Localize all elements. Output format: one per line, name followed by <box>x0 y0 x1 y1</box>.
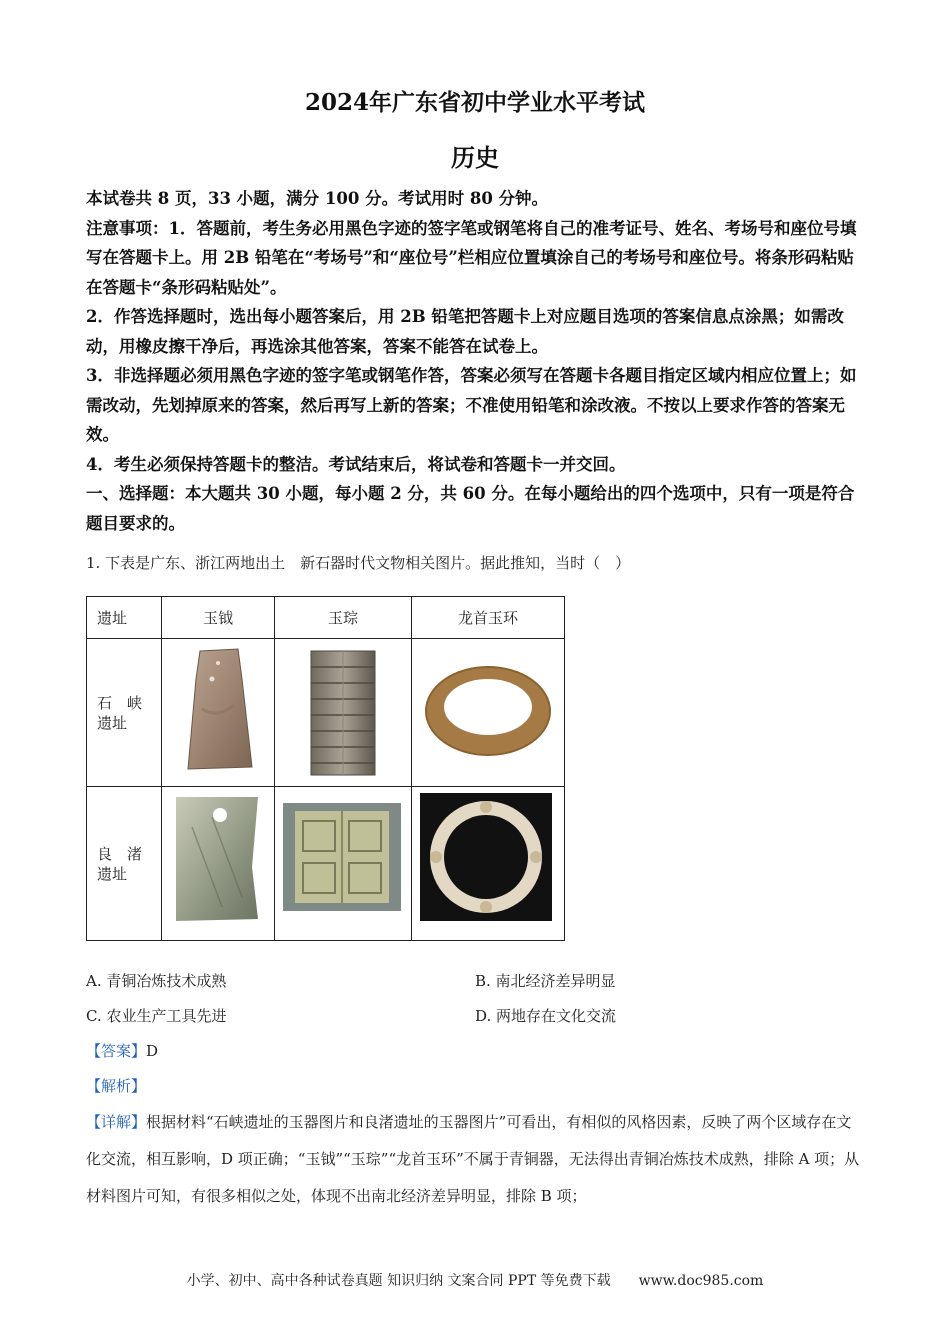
exam-overview: 本试卷共 8 页，33 小题，满分 100 分。考试用时 80 分钟。 <box>86 189 549 208</box>
detail-label: 【详解】 <box>86 1113 147 1131</box>
table-row <box>87 639 565 787</box>
jade-ring-image <box>412 787 564 936</box>
table-header-ring: 龙首玉环 <box>412 597 565 639</box>
site-label-line2: 遗址 <box>97 713 128 732</box>
option-b: B. 南北经济差异明显 <box>475 972 616 990</box>
shixia-dragon-ring-image <box>412 639 565 787</box>
jade-axe-image <box>162 787 274 936</box>
answer-label: 【答案】 <box>86 1042 147 1060</box>
subject-title: 历史 <box>451 143 499 172</box>
table-header-row <box>87 597 565 639</box>
site-label-line1: 良 渚 <box>97 844 143 863</box>
option-a: A. 青铜冶炼技术成熟 <box>86 972 227 990</box>
jade-ring-image <box>412 639 564 782</box>
site-label-line1: 石 峡 <box>97 693 143 712</box>
liangzhu-jade-cong-image <box>275 787 412 941</box>
instruction-4: 4．考生必须保持答题卡的整洁。考试结束后，将试卷和答题卡一并交回。 <box>86 454 626 474</box>
instruction-2: 2．作答选择题时，选出每小题答案后，用 2B 铅笔把答题卡上对应题目选项的答案信息点涂黑；如需改动，用橡皮擦干净后，再选涂其他答案，答案不能答在试卷上。 <box>86 307 844 356</box>
table-header-cong: 玉琮 <box>275 597 412 639</box>
liangzhu-dragon-ring-image <box>412 787 565 941</box>
jade-cong-image <box>275 639 411 782</box>
jade-axe-image <box>162 639 274 782</box>
detail-explanation <box>86 1104 864 1215</box>
table-row <box>87 787 565 941</box>
exam-instructions <box>86 184 866 538</box>
answer-value: D <box>146 1042 159 1060</box>
instruction-1: 注意事项：1．答题前，考生务必用黑色字迹的签字笔或钢笔将自己的准考证号、姓名、考场号和座位号填写在答题卡上。用 2B 铅笔在“考场号”和“座位号”栏相应位置填涂自己的考场号和座位号。将条形码粘贴在答题卡“条形码粘贴处”。 <box>86 218 857 297</box>
instruction-3: 3．非选择题必须用黑色字迹的签字笔或钢笔作答，答案必须写在答题卡各题目指定区域内相应位置上；如需改动，先划掉原来的答案，然后再写上新的答案；不准使用铅笔和涂改液。不按以上要求作答的答案无效。 <box>86 366 857 444</box>
shixia-jade-yue-image <box>162 639 275 787</box>
table-header-site: 遗址 <box>87 597 162 639</box>
question-1-stem: 1. 下表是广东、浙江两地出土 新石器时代文物相关图片。据此推知，当时（ ） <box>86 554 631 572</box>
option-c: C. 农业生产工具先进 <box>86 1007 227 1025</box>
liangzhu-jade-yue-image <box>162 787 275 941</box>
site-label-line2: 遗址 <box>97 864 128 883</box>
analysis-line <box>86 1075 146 1096</box>
site-shixia <box>87 639 162 787</box>
exam-title: 2024年广东省初中学业水平考试 <box>304 89 645 116</box>
jade-cong-image <box>275 787 411 936</box>
detail-text: 根据材料“石峡遗址的玉器图片和良渚遗址的玉器图片”可看出，有相似的风格因素，反映了两个区域存在文化交流，相互影响，D 项正确；“玉钺”“玉琮”“龙首玉环”不属于青铜器，无法得出青铜冶炼技术成熟，排除 A 项；从材料图片可知，有很多相似之处，体现不出南北经济差异明显，排除 B 项； <box>86 1113 860 1205</box>
shixia-jade-cong-image <box>275 639 412 787</box>
site-liangzhu <box>87 787 162 941</box>
table-header-yue: 玉钺 <box>162 597 275 639</box>
page-footer: 小学、初中、高中各种试卷真题 知识归纳 文案合同 PPT 等免费下载 www.doc985.com <box>186 1273 764 1289</box>
answer-line <box>86 1040 158 1061</box>
section-heading: 一、选择题：本大题共 30 小题，每小题 2 分，共 60 分。在每小题给出的四个选项中，只有一项是符合题目要求的。 <box>86 484 855 533</box>
option-d: D. 两地存在文化交流 <box>475 1007 617 1025</box>
relics-table <box>86 596 565 941</box>
analysis-label: 【解析】 <box>86 1077 147 1095</box>
